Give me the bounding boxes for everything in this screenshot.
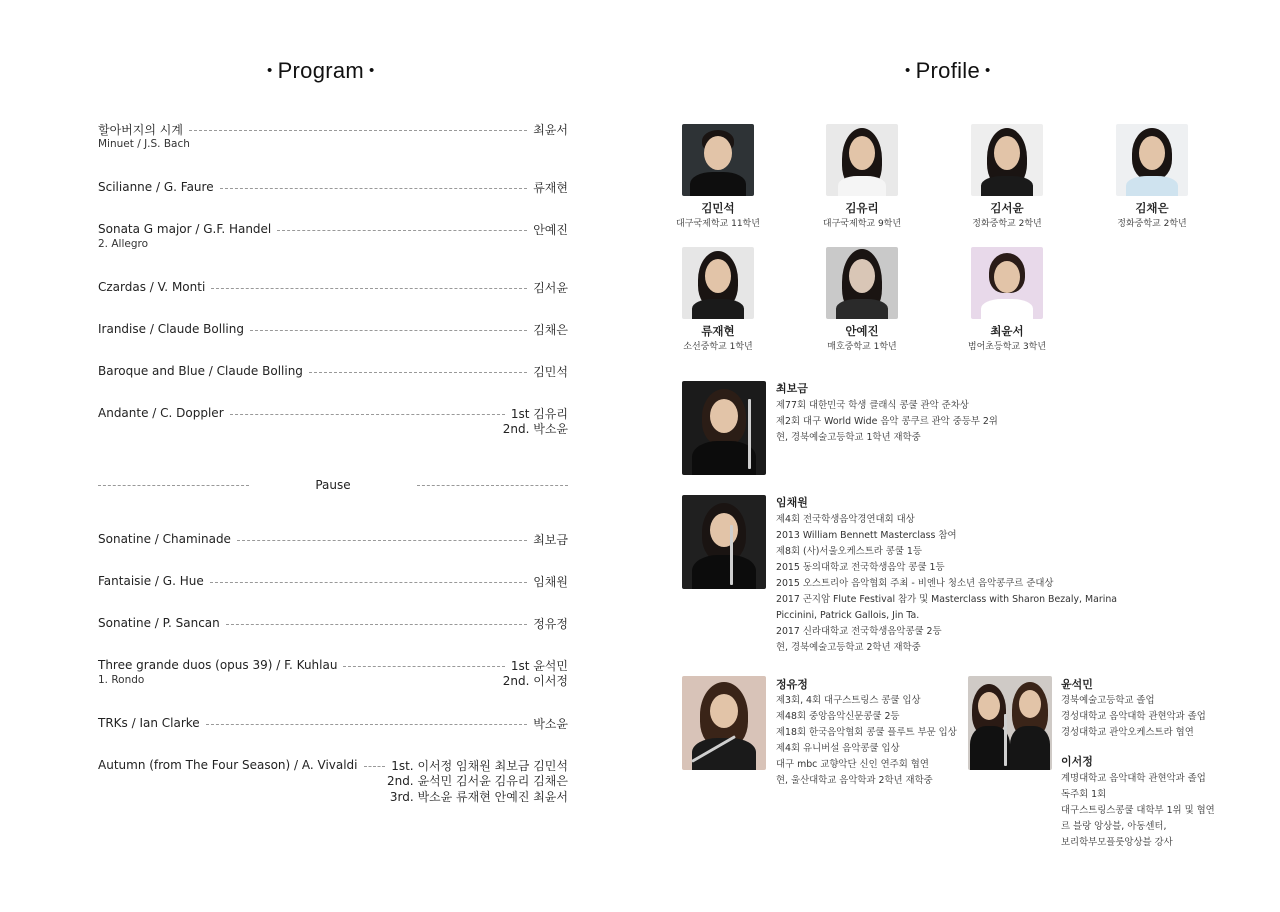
bullet-icon: • (267, 62, 273, 79)
piece-title: Fantaisie / G. Hue (98, 574, 204, 588)
program-item (98, 615, 568, 631)
dotted-leader (417, 485, 568, 486)
student-photo (682, 124, 754, 196)
dotted-leader (189, 130, 527, 131)
dotted-leader (364, 766, 386, 767)
program-item (98, 179, 568, 195)
performer-extra: 2nd. 이서정 (502, 674, 568, 688)
student-name: 최윤서 (990, 324, 1024, 338)
dotted-leader (343, 666, 504, 667)
piece-subtitle: 2. Allegro (98, 238, 149, 250)
program-heading (262, 58, 380, 84)
student-school: 매호중학교 1학년 (827, 342, 897, 352)
bio-line: 현, 경북예술고등학교 1학년 재학중 (776, 432, 921, 443)
dotted-leader (309, 372, 527, 373)
bio-line: 제18회 한국음악협회 콩쿨 플루트 부문 입상 (776, 727, 957, 738)
teacher-bio (776, 512, 1117, 656)
teacher-photo (682, 495, 766, 589)
student-photo (971, 124, 1043, 196)
bullet-icon: • (369, 62, 375, 79)
bio-line: 제8회 (사)서울오케스트라 콩쿨 1등 (776, 546, 922, 557)
dotted-leader (277, 230, 527, 231)
performer: 류재현 (533, 180, 568, 195)
dotted-leader (250, 330, 527, 331)
profile-heading (900, 58, 996, 84)
dotted-leader (210, 582, 527, 583)
teacher-photo (682, 381, 766, 475)
piece-title: Scilianne / G. Faure (98, 180, 214, 194)
bullet-icon: • (905, 62, 911, 79)
student-name: 김유리 (845, 201, 879, 215)
student-photo (826, 124, 898, 196)
bio-line: 제4회 전국학생음악경연대회 대상 (776, 514, 915, 525)
performer: 임채원 (533, 574, 568, 589)
program-item (98, 321, 568, 337)
dotted-leader (237, 540, 527, 541)
performer: 박소윤 (533, 716, 568, 731)
program-item (98, 531, 568, 547)
teacher-name: 이서정 (1061, 755, 1093, 768)
bio-line: 2015 동의대학교 전국학생음악 콩쿨 1등 (776, 562, 945, 573)
bio-line: 2017 신라대학교 전국학생음악콩쿨 2등 (776, 626, 942, 637)
bio-line: 대구 mbc 교향악단 신인 연주회 협연 (776, 759, 929, 770)
teacher-photo (682, 676, 766, 770)
piece-subtitle: Minuet / J.S. Bach (98, 138, 190, 150)
piece-title: Czardas / V. Monti (98, 280, 206, 294)
bio-line: 2015 오스트리아 음악협회 주최 - 비엔나 청소년 음악콩쿠르 준대상 (776, 578, 1054, 589)
bio-line: 2017 곤지암 Flute Festival 참가 및 Masterclass with Sharon Bezaly, Marina (776, 594, 1118, 605)
program-item (98, 363, 568, 379)
bio-line: 제2회 대구 World Wide 음악 콩쿠르 관악 중등부 2위 (776, 416, 998, 427)
dotted-leader (98, 485, 249, 486)
performer: 안예진 (533, 222, 568, 237)
program-item (98, 757, 568, 805)
student-name: 안예진 (845, 324, 879, 338)
student-name: 김채은 (1135, 201, 1169, 215)
piece-title: Baroque and Blue / Claude Bolling (98, 364, 303, 378)
dotted-leader (220, 188, 528, 189)
student-photo (682, 247, 754, 319)
teacher-name: 최보금 (776, 382, 808, 395)
piece-title: Sonatine / Chaminade (98, 532, 231, 546)
pause-label: Pause (315, 478, 351, 492)
student-school: 정화중학교 2학년 (1117, 219, 1187, 229)
program-item (98, 657, 568, 689)
piece-title: 할아버지의 시계 (98, 122, 183, 137)
bio-line: 대구스트링스콩쿨 대학부 1위 및 협연 (1061, 805, 1215, 816)
piece-title: Sonatine / P. Sancan (98, 616, 220, 630)
performer: 1st 윤석민 (510, 658, 568, 673)
teacher-name: 임채원 (776, 496, 808, 509)
program-item (98, 121, 568, 152)
piece-title: TRKs / Ian Clarke (98, 716, 200, 730)
bio-line: 현, 울산대학교 음악학과 2학년 재학중 (776, 775, 933, 786)
teacher-name: 정유정 (776, 678, 808, 691)
bio-line: 르 블랑 앙상블, 아동센터, (1061, 821, 1167, 832)
student-photo (1116, 124, 1188, 196)
bio-line: Piccinini, Patrick Gallois, Jin Ta. (776, 610, 920, 621)
bio-line: 2013 William Bennett Masterclass 참여 (776, 530, 957, 541)
sub-row (98, 673, 568, 689)
student-school: 범어초등학교 3학년 (967, 342, 1047, 352)
bio-line: 제4회 유니버설 음악콩쿨 입상 (776, 743, 900, 754)
performer-extra: 3rd. 박소윤 류재현 안예진 최윤서 (389, 790, 568, 804)
student-photo (971, 247, 1043, 319)
student-school: 소선중학교 1학년 (683, 342, 753, 352)
student-name: 류재현 (701, 324, 735, 338)
piece-title: Sonata G major / G.F. Handel (98, 222, 272, 236)
performer: 김서윤 (533, 280, 568, 295)
teacher-bio (776, 693, 957, 789)
performer-extra: 2nd. 박소윤 (502, 422, 568, 436)
program-item (98, 573, 568, 589)
performer: 정유정 (533, 616, 568, 631)
bio-line: 현, 경북예술고등학교 2학년 재학중 (776, 642, 921, 653)
pause-divider (98, 478, 568, 492)
piece-subtitle: 1. Rondo (98, 674, 145, 686)
student-school: 대구국제학교 9학년 (822, 219, 902, 229)
teacher-bio (776, 398, 998, 446)
teacher-bio (1061, 771, 1215, 851)
student-name: 김민석 (701, 201, 735, 215)
program-item (98, 221, 568, 252)
bio-line: 경성대학교 관악오케스트라 협연 (1061, 727, 1194, 738)
performer: 최윤서 (533, 122, 568, 137)
performer: 최보금 (533, 532, 568, 547)
piece-title: Autumn (from The Four Season) / A. Vivaldi (98, 758, 358, 772)
dotted-leader (211, 288, 527, 289)
bullet-icon: • (985, 62, 991, 79)
student-school: 정화중학교 2학년 (972, 219, 1042, 229)
bio-line: 제3회, 4회 대구스트링스 콩쿨 입상 (776, 695, 921, 706)
teacher-name: 윤석민 (1061, 678, 1093, 691)
program-item (98, 279, 568, 295)
performer: 1st. 이서정 임채원 최보금 김민석 (391, 758, 568, 773)
bio-line: 경북예술고등학교 졸업 (1061, 695, 1155, 706)
profile-heading-text: Profile (915, 58, 981, 83)
student-photo (826, 247, 898, 319)
performer-extra: 2nd. 윤석민 김서윤 김유리 김채은 (386, 774, 568, 788)
bio-line: 경성대학교 음악대학 관현악과 졸업 (1061, 711, 1206, 722)
piece-title: Andante / C. Doppler (98, 406, 224, 420)
performer: 1st 김유리 (510, 406, 568, 421)
program-heading-text: Program (277, 58, 365, 83)
bio-line: 계명대학교 음악대학 관현악과 졸업 (1061, 773, 1206, 784)
teacher-bio (1061, 693, 1206, 741)
piece-title: Three grande duos (opus 39) / F. Kuhlau (98, 658, 338, 672)
dotted-leader (206, 724, 528, 725)
student-school: 대구국제학교 11학년 (676, 219, 760, 229)
performer: 김민석 (533, 364, 568, 379)
dotted-leader (230, 414, 505, 415)
program-item (98, 715, 568, 731)
bio-line: 제48회 중앙음악신문콩쿨 2등 (776, 711, 900, 722)
dotted-leader (226, 624, 527, 625)
teacher-photo (968, 676, 1052, 770)
bio-line: 제77회 대한민국 학생 클래식 콩쿨 관악 준차상 (776, 400, 969, 411)
performer: 김채은 (533, 322, 568, 337)
bio-line: 독주회 1회 (1061, 789, 1107, 800)
bio-line: 보리학부모플룻앙상블 강사 (1061, 837, 1173, 848)
piece-title: Irandise / Claude Bolling (98, 322, 244, 336)
program-item (98, 405, 568, 437)
student-name: 김서윤 (990, 201, 1024, 215)
